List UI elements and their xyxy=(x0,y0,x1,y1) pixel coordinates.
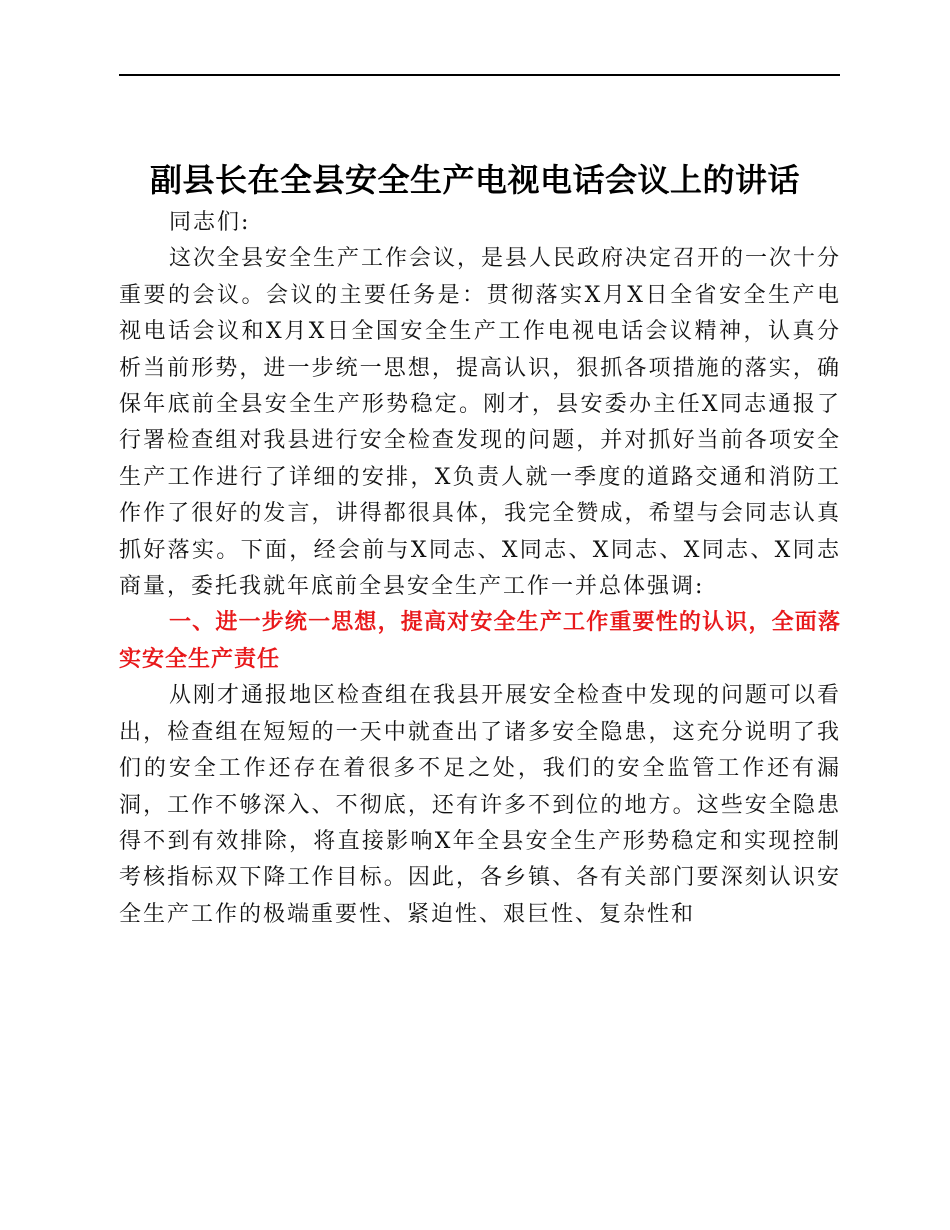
header-rule xyxy=(119,74,840,76)
section-1-paragraph: 从刚才通报地区检查组在我县开展安全检查中发现的问题可以看出，检查组在短短的一天中就查出了诸多安全隐患，这充分说明了我们的安全工作还存在着很多不足之处，我们的安全监管工作还有漏洞，工作不够深入、不彻底，还有许多不到位的地方。这些安全隐患得不到有效排除，将直接影响X年全县安全生产形势稳定和实现控制考核指标双下降工作目标。因此，各乡镇、各有关部门要深刻认识安全生产工作的极端重要性、紧迫性、艰巨性、复杂性和 xyxy=(119,683,842,927)
section-1-heading: 一、进一步统一思想，提高对安全生产工作重要性的认识，全面落实安全生产责任 xyxy=(119,610,841,672)
document-body xyxy=(119,205,841,933)
salutation: 同志们: xyxy=(169,210,251,235)
document-title: 副县长在全县安全生产电视电话会议上的讲话 xyxy=(149,161,800,200)
intro-paragraph: 这次全县安全生产工作会议，是县人民政府决定召开的一次十分重要的会议。会议的主要任务是：贯彻落实X月X日全省安全生产电视电话会议和X月X日全国安全生产工作电视电话会议精神，认真分析当前形势，进一步统一思想，提高认识，狠抓各项措施的落实，确保年底前全县安全生产形势稳定。刚才，县安委办主任X同志通报了行署检查组对我县进行安全检查发现的问题，并对抓好当前各项安全生产工作进行了详细的安排，X负责人就一季度的道路交通和消防工作作了很好的发言，讲得都很具体，我完全赞成，希望与会同志认真抓好落实。下面，经会前与X同志、X同志、X同志、X同志、X同志商量，委托我就年底前全县安全生产工作一并总体强调: xyxy=(119,246,842,600)
